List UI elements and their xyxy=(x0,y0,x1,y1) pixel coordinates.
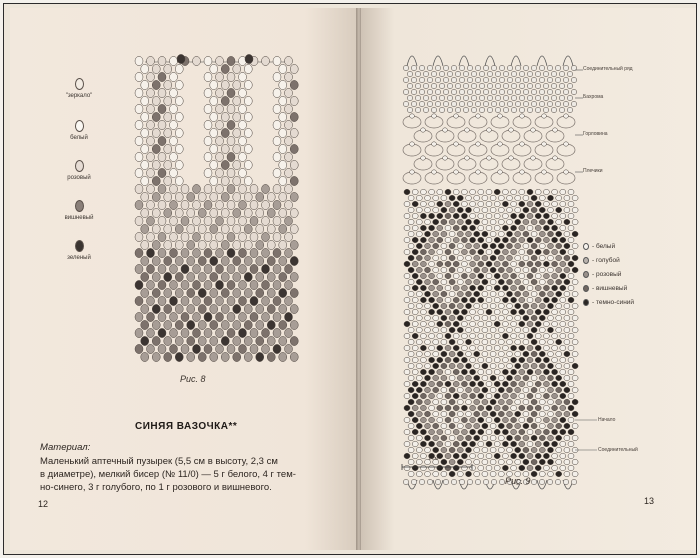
article-heading: СИНЯЯ ВАЗОЧКА** xyxy=(135,421,238,432)
scale-bar xyxy=(400,462,480,472)
bead-swatch-icon xyxy=(75,200,84,212)
figure-9-caption: Рис. 9 xyxy=(505,476,531,486)
bead-pattern-fig9 xyxy=(402,52,580,452)
side-label-5: Начало xyxy=(598,417,616,423)
bead-swatch-icon xyxy=(75,240,84,252)
legend-item xyxy=(583,257,620,264)
legend-item xyxy=(60,200,98,221)
side-label-2: Бахрома xyxy=(583,94,604,100)
legend-label: "зеркало" xyxy=(65,93,93,99)
bead-swatch-icon xyxy=(583,271,589,278)
legend-label: вишневый xyxy=(64,215,94,221)
side-label-4: Плечики xyxy=(583,168,603,174)
bead-swatch-icon xyxy=(583,299,589,306)
body-line-2: в диаметре), мелкий бисер (№ 11/0) — 5 г белого, 4 г тем- xyxy=(40,469,296,480)
legend-item xyxy=(60,78,98,99)
side-label-6: Соединительный xyxy=(598,447,638,453)
material-label: Материал: xyxy=(40,442,91,453)
legend-item xyxy=(583,285,627,292)
bead-swatch-icon xyxy=(75,120,84,132)
legend-label: белый xyxy=(70,135,88,141)
legend-label: - белый xyxy=(592,243,616,251)
side-label-1: Соединительный ряд xyxy=(583,66,633,72)
figure-8-caption: Рис. 8 xyxy=(180,374,206,384)
legend-item xyxy=(60,240,98,261)
legend-label: зеленый xyxy=(67,255,91,261)
legend-item xyxy=(583,299,634,306)
bead-swatch-icon xyxy=(75,78,84,90)
legend-label: - вишневый xyxy=(592,285,628,293)
legend-item xyxy=(60,160,98,181)
legend-item xyxy=(60,120,98,141)
scale-label: 1 см xyxy=(428,456,439,462)
legend-label: - голубой xyxy=(592,257,620,265)
bead-swatch-icon xyxy=(583,257,589,264)
bead-pattern-fig8 xyxy=(133,56,301,366)
body-line-1: Маленький аптечный пузырек (5,5 см в высоту, 2,3 см xyxy=(40,456,278,467)
bead-swatch-icon xyxy=(583,285,589,292)
page-number-left: 12 xyxy=(38,499,49,509)
page-number-right: 13 xyxy=(644,496,655,506)
side-label-3: Горловина xyxy=(583,131,608,137)
bead-swatch-icon xyxy=(75,160,84,172)
legend-label: - темно-синий xyxy=(592,299,635,307)
bead-swatch-icon xyxy=(583,243,589,250)
legend-label: - розовый xyxy=(592,271,622,279)
legend-item xyxy=(583,271,621,278)
legend-label: розовый xyxy=(67,175,91,181)
body-line-3: но-синего, 3 г голубого, по 1 г розового и вишневого. xyxy=(40,482,272,493)
legend-item xyxy=(583,243,615,250)
